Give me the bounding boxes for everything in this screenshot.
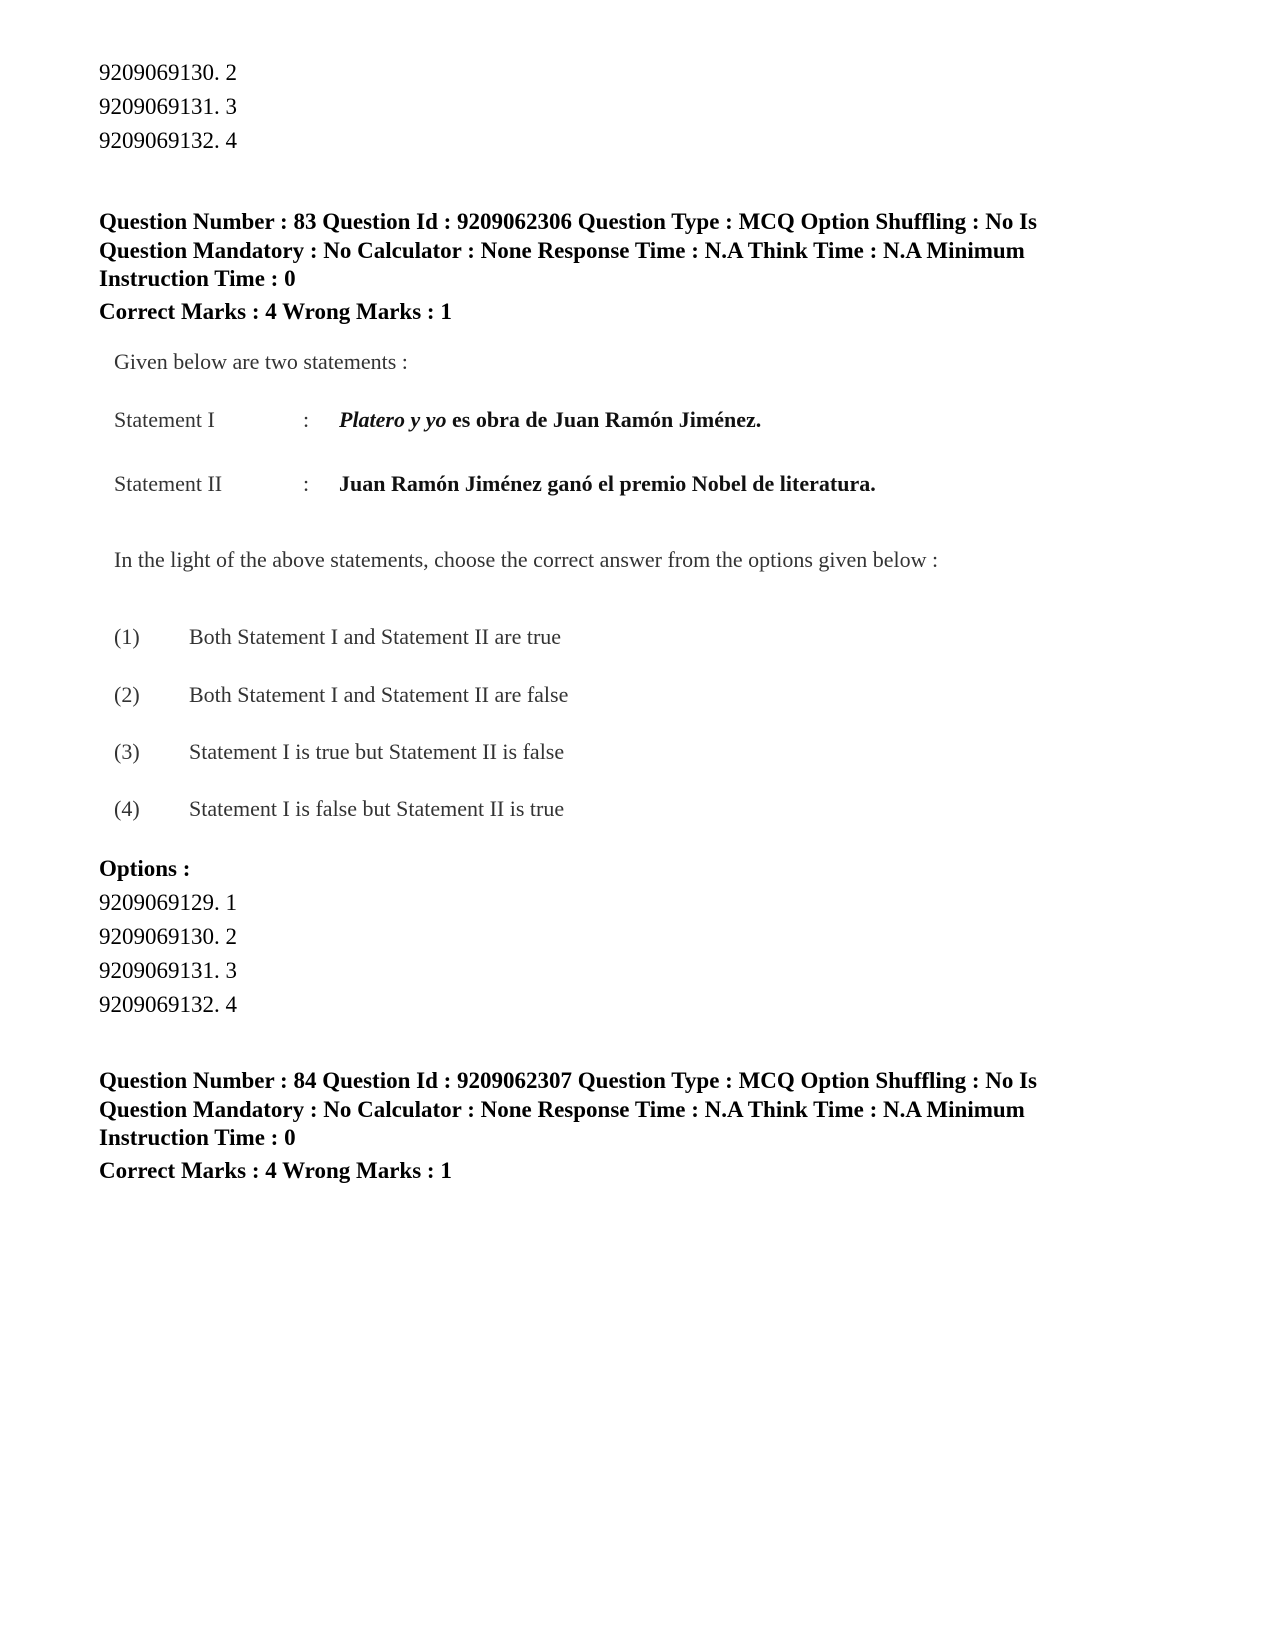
option-id-line: 9209069130. 2: [99, 924, 237, 949]
option-id-line: 9209069130. 2: [99, 60, 237, 85]
option-id-line: 9209069131. 3: [99, 958, 237, 983]
option-id-line: 9209069129. 1: [99, 890, 237, 915]
choice-text: Statement I is true but Statement II is false: [189, 739, 565, 764]
question-header-line: Question Number : 84 Question Id : 9209062307 Question Type : MCQ Option Shuffling : No Is: [99, 1068, 1038, 1093]
statement-2-colon: :: [303, 471, 310, 496]
question-83-marks: Correct Marks : 4 Wrong Marks : 1: [99, 299, 452, 324]
choice-number: (4): [114, 796, 140, 821]
question-header-line: Question Mandatory : No Calculator : None Response Time : N.A Think Time : N.A Minimum: [99, 1096, 1025, 1122]
options-label: Options :: [99, 856, 191, 881]
option-id-line: 9209069132. 4: [99, 992, 237, 1017]
question-intro: Given below are two statements :: [114, 349, 408, 374]
question-84-marks: Correct Marks : 4 Wrong Marks : 1: [99, 1158, 452, 1183]
choice-number: (2): [114, 682, 140, 707]
question-84-header: [99, 1067, 1179, 1153]
option-id-line: 9209069132. 4: [99, 128, 237, 153]
choice-text: Statement I is false but Statement II is true: [189, 796, 565, 821]
question-header-line: Instruction Time : 0: [99, 1125, 296, 1150]
question-83-body: [99, 340, 1219, 860]
statement-1-colon: :: [303, 407, 310, 432]
statement-1-label: Statement I: [114, 407, 215, 432]
question-83-header: [99, 208, 1179, 294]
statement-1-text: [339, 406, 761, 434]
option-id-line: 9209069131. 3: [99, 94, 237, 119]
choice-text: Both Statement I and Statement II are true: [189, 624, 562, 649]
question-header-line: Question Mandatory : No Calculator : None Response Time : N.A Think Time : N.A Minimum: [99, 237, 1025, 263]
statement-1-rest: es obra de Juan Ramón Jiménez.: [446, 407, 762, 432]
statement-2-label: Statement II: [114, 471, 223, 496]
question-header-line: Question Number : 83 Question Id : 9209062306 Question Type : MCQ Option Shuffling : No Is: [99, 209, 1038, 234]
choice-number: (3): [114, 739, 140, 764]
question-instruction: In the light of the above statements, choose the correct answer from the options given below :: [114, 547, 939, 572]
choice-text: Both Statement I and Statement II are false: [189, 682, 569, 707]
choice-number: (1): [114, 624, 140, 649]
question-header-line: Instruction Time : 0: [99, 266, 296, 291]
statement-2-text: Juan Ramón Jiménez ganó el premio Nobel de literatura.: [339, 471, 876, 496]
statement-1-work-title: Platero y yo: [339, 407, 447, 432]
